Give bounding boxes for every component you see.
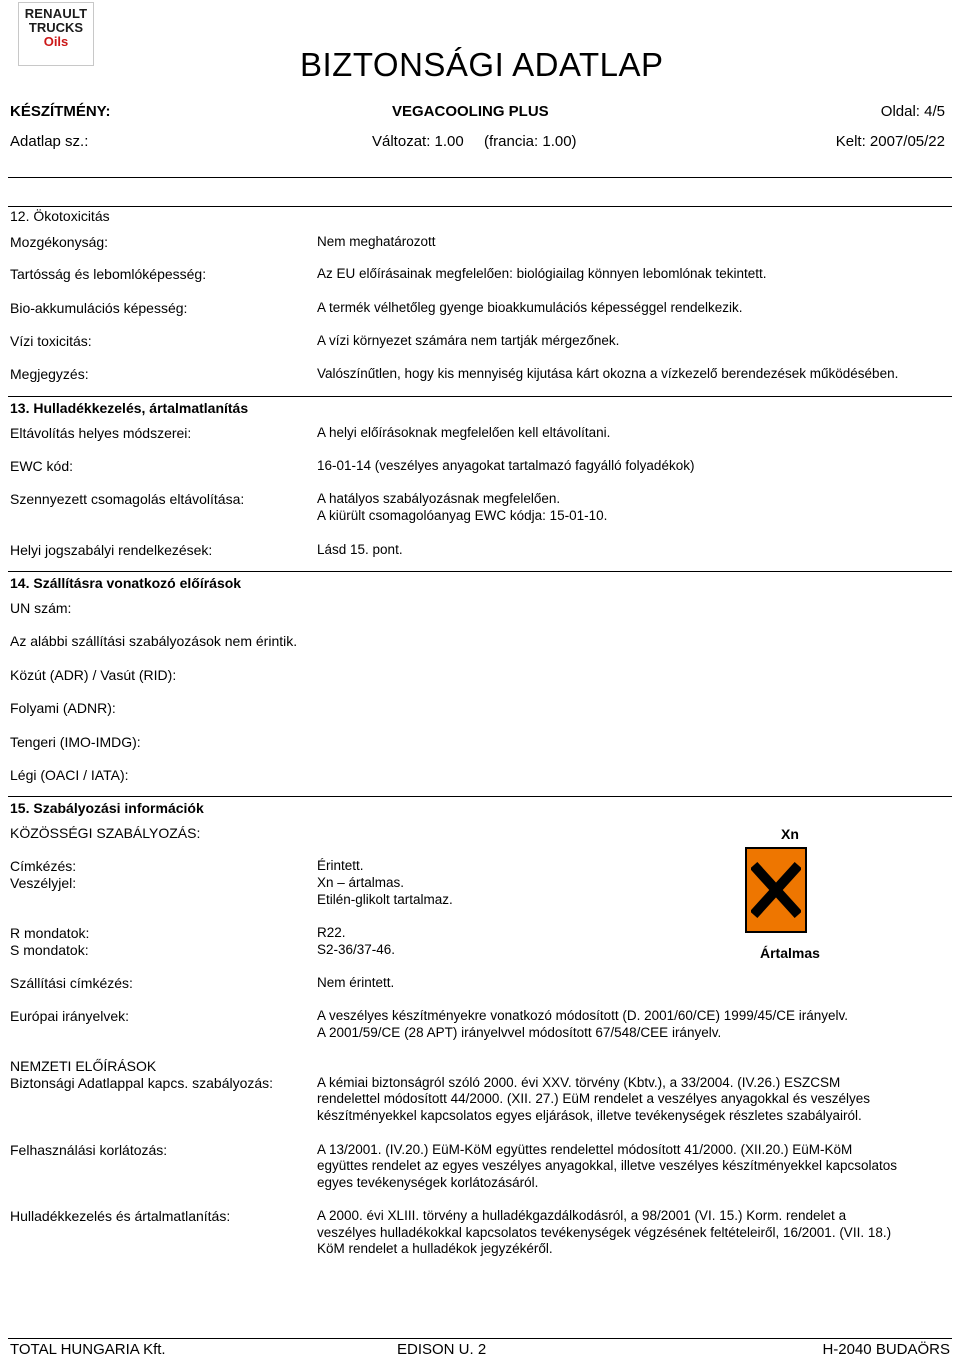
bioaccumulation-value: A termék vélhetőleg gyenge bioakkumulációs képességgel rendelkezik. (317, 300, 743, 315)
version: Változat: 1.00 (372, 133, 464, 150)
hazard-symbol-value-2: Etilén-glikolt tartalmaz. (317, 892, 453, 907)
usage-restriction-value-2: együttes rendelet az egyes veszélyes anyagokkal, illetve veszélyes készítményekkel kapcsolatos (317, 1158, 898, 1173)
sds-regulation-value-1: A kémiai biztonságról szóló 2000. évi XXV. törvény (Kbtv.), a 33/2004. (IV.26.) ESZCSM (317, 1075, 841, 1090)
section-13-heading: 13. Hulladékkezelés, ártalmatlanítás (10, 400, 249, 416)
sds-regulation-value-2: rendelettel módosított 44/2000. (XII. 27.) EüM rendelet a veszélyes anyagokkal és veszélyes (317, 1091, 871, 1106)
footer-divider (8, 1338, 952, 1339)
section-15-divider (8, 796, 952, 797)
degradability-value: Az EU előírásainak megfelelően: biológiailag könnyen lebomlónak tekintett. (317, 266, 767, 281)
waste-regulation-value-1: A 2000. évi XLIII. törvény a hulladékgazdálkodásról, a 98/2001 (VI. 15.) Korm. rendelet a (317, 1208, 847, 1223)
section-15-heading: 15. Szabályozási információk (10, 800, 204, 816)
transport-labelling-label: Szállítási címkézés: (10, 975, 133, 991)
transport-note: Az alábbi szállítási szabályozások nem érintik. (10, 633, 298, 649)
waste-regulation-value-2: veszélyes hulladékokkal kapcsolatos tevékenységek végzésének feltételeiről, 16/2001. (VII. 18.) (317, 1225, 892, 1240)
eu-directives-value-1: A veszélyes készítményekre vonatkozó módosított (D. 2001/60/CE) 1999/45/CE irányelv. (317, 1008, 849, 1023)
packaging-disposal-label: Szennyezett csomagolás eltávolítása: (10, 491, 245, 507)
aquatic-toxicity-value: A vízi környezet számára nem tartják mérgezőnek. (317, 333, 620, 348)
ewc-code-label: EWC kód: (10, 458, 74, 474)
footer-city: H-2040 BUDAÖRS (822, 1341, 950, 1358)
local-regulations-value: Lásd 15. pont. (317, 542, 403, 557)
packaging-ewc-value: A kiürült csomagolóanyag EWC kódja: 15-01-10. (317, 508, 608, 523)
remark-value: Valószínűtlen, hogy kis mennyiség kijutása kárt okozna a vízkezelő berendezések működésében. (317, 366, 899, 381)
header-divider (8, 177, 952, 178)
logo-line-1: RENAULT (24, 6, 88, 21)
sheet-number-label: Adatlap sz.: (10, 133, 89, 150)
logo-line-3: Oils (43, 34, 69, 49)
disposal-method-label: Eltávolítás helyes módszerei: (10, 425, 192, 441)
hazard-name: Ártalmas (760, 945, 820, 961)
logo-line-2: TRUCKS (28, 20, 84, 35)
section-14-divider (8, 571, 952, 572)
waste-regulation-label: Hulladékkezelés és ártalmatlanítás: (10, 1208, 231, 1224)
sea-transport-label: Tengeri (IMO-IMDG): (10, 734, 141, 750)
section-12-heading: 12. Ökotoxicitás (10, 208, 110, 224)
s-phrases-label: S mondatok: (10, 942, 89, 958)
degradability-label: Tartósság és lebomlóképesség: (10, 266, 207, 282)
remark-label: Megjegyzés: (10, 366, 89, 382)
inland-waterway-label: Folyami (ADNR): (10, 700, 116, 716)
footer-company: TOTAL HUNGARIA Kft. (10, 1341, 166, 1358)
section-14-heading: 14. Szállításra vonatkozó előírások (10, 575, 242, 591)
french-version: (francia: 1.00) (484, 133, 577, 150)
usage-restriction-value-1: A 13/2001. (IV.20.) EüM-KöM együttes rendelettel módosított 41/2000. (XII.20.) EüM-KöM (317, 1142, 853, 1157)
eu-directives-value-2: A 2001/59/CE (28 APT) irányelvvel módosított 67/548/CEE irányelv. (317, 1025, 722, 1040)
r-phrases-label: R mondatok: (10, 925, 90, 941)
sds-regulation-value-3: készítményekkel kapcsolatos egyes eljárások, illetve tevékenységek részletes szabályairól. (317, 1108, 862, 1123)
ewc-code-value: 16-01-14 (veszélyes anyagokat tartalmazó fagyálló folyadékok) (317, 458, 695, 473)
disposal-method-value: A helyi előírásoknak megfelelően kell eltávolítani. (317, 425, 611, 440)
eu-regulation-heading: KÖZÖSSÉGI SZABÁLYOZÁS: (10, 825, 201, 841)
road-rail-label: Közút (ADR) / Vasút (RID): (10, 667, 177, 683)
usage-restriction-label: Felhasználási korlátozás: (10, 1142, 168, 1158)
packaging-disposal-value: A hatályos szabályozásnak megfelelően. (317, 491, 561, 506)
harmful-cross-icon (751, 853, 801, 927)
section-13-divider (8, 396, 952, 397)
page-number: Oldal: 4/5 (880, 103, 945, 120)
company-logo (18, 2, 94, 66)
usage-restriction-value-3: egyes tevékenységek korlátozásáról. (317, 1175, 539, 1190)
hazard-code: Xn (781, 826, 799, 842)
mobility-value: Nem meghatározott (317, 234, 436, 249)
sds-regulation-label: Biztonsági Adatlappal kapcs. szabályozás: (10, 1075, 274, 1091)
hazard-symbol-label: Veszélyjel: (10, 875, 77, 891)
local-regulations-label: Helyi jogszabályi rendelkezések: (10, 542, 213, 558)
maker-label: KÉSZÍTMÉNY: (10, 103, 111, 120)
hazard-pictogram (745, 847, 807, 933)
un-number-label: UN szám: (10, 600, 72, 616)
s-phrases-value: S2-36/37-46. (317, 942, 396, 957)
hazard-symbol-value: Xn – ártalmas. (317, 875, 405, 890)
labelling-label: Címkézés: (10, 858, 77, 874)
waste-regulation-value-3: KöM rendelet a hulladékok jegyzékéről. (317, 1241, 553, 1256)
national-regulations-heading: NEMZETI ELŐÍRÁSOK (10, 1058, 157, 1074)
air-transport-label: Légi (OACI / IATA): (10, 767, 129, 783)
product-name: VEGACOOLING PLUS (392, 103, 549, 120)
transport-labelling-value: Nem érintett. (317, 975, 395, 990)
mobility-label: Mozgékonyság: (10, 234, 109, 250)
document-title: BIZTONSÁGI ADATLAP (300, 46, 664, 83)
labelling-value: Érintett. (317, 858, 364, 873)
footer-street: EDISON U. 2 (397, 1341, 487, 1358)
eu-directives-label: Európai irányelvek: (10, 1008, 130, 1024)
r-phrases-value: R22. (317, 925, 346, 940)
section-12-divider (8, 206, 952, 207)
aquatic-toxicity-label: Vízi toxicitás: (10, 333, 92, 349)
bioaccumulation-label: Bio-akkumulációs képesség: (10, 300, 188, 316)
issue-date: Kelt: 2007/05/22 (835, 133, 945, 150)
